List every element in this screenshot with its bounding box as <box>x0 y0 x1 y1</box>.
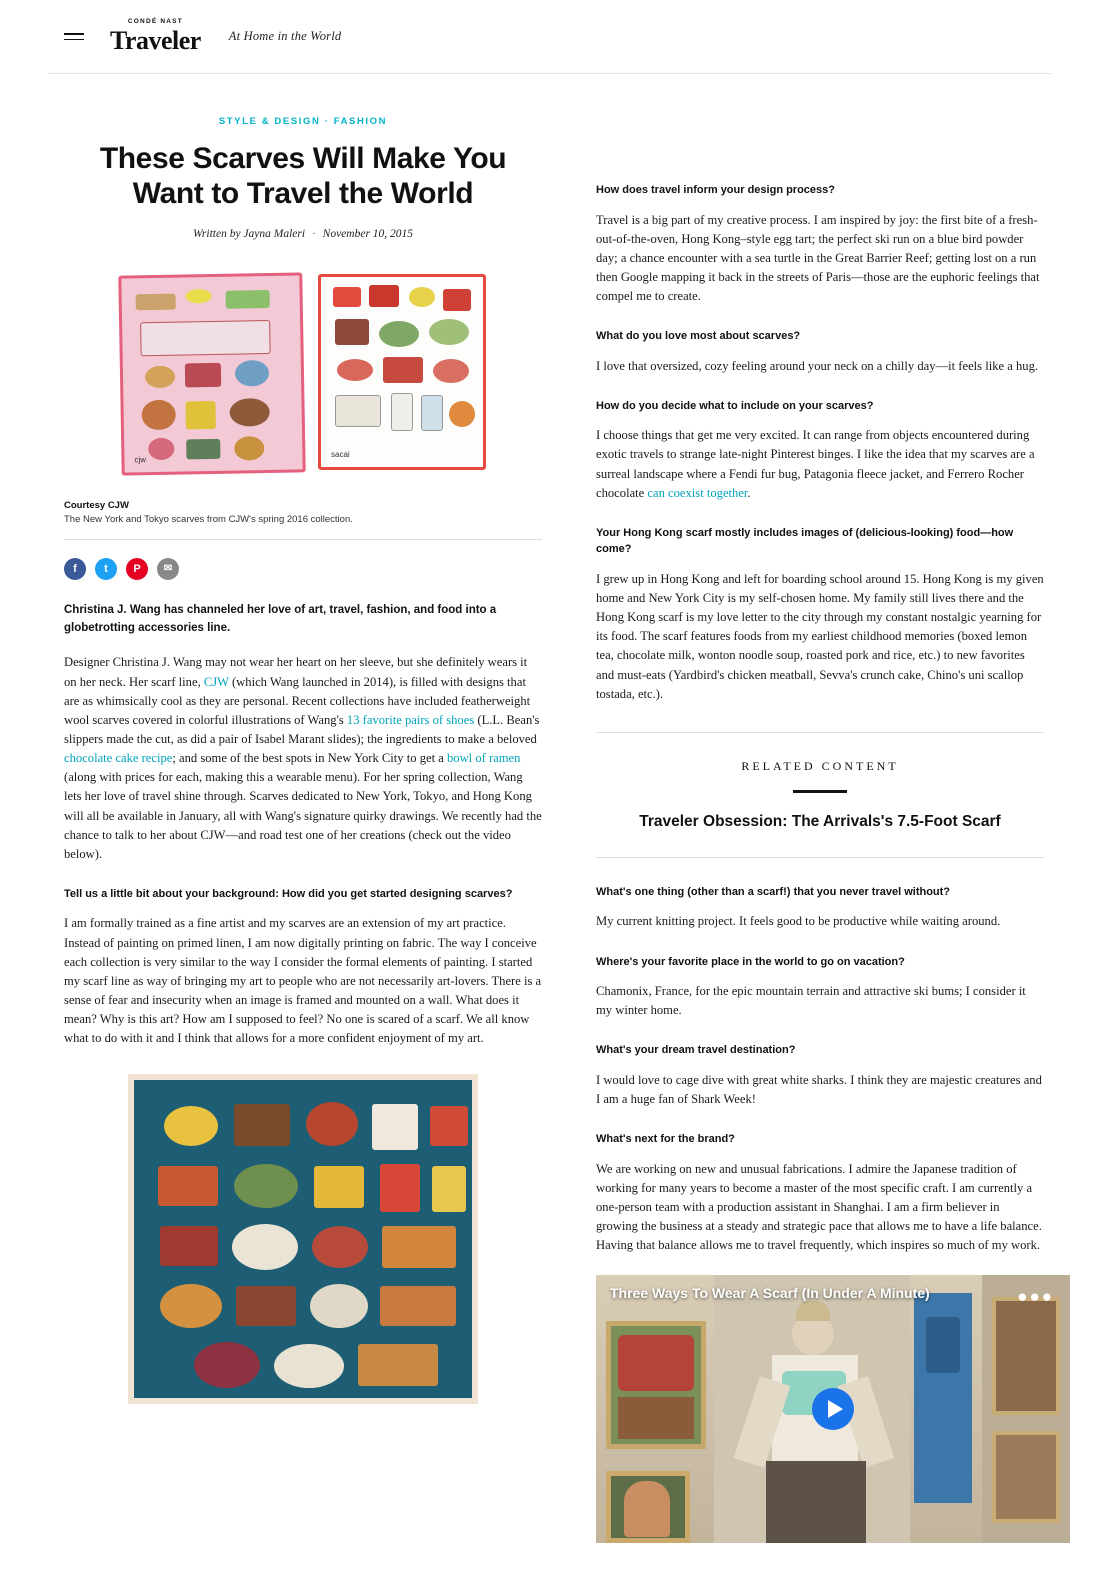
related-content-kicker: RELATED CONTENT <box>741 758 899 773</box>
answer-text-2: . <box>747 485 751 500</box>
play-button-icon[interactable] <box>812 1388 854 1430</box>
answer-travel-design-process: Travel is a big part of my creative process. I am inspired by joy: the first bite of a fresh-out-of-the-oven, Hong Kong–style egg tart; the perfect ski run on a blue bird powder day; a chance encounter with a sea turtle in the Great Barrier Reef; getting lost on a run then Google mapping it back in the streets of Paris—those are the euphoric feelings that compel me to create. <box>596 212 1040 304</box>
scarf-hong-kong-illustration <box>128 1074 478 1404</box>
question-background: Tell us a little bit about your background: How did you get started designing scarves? <box>64 887 513 900</box>
site-header <box>48 0 1052 74</box>
answer-dream-destination: I would love to cage dive with great white sharks. I think they are majestic creatures and I am a huge fan of Shark Week! <box>596 1072 1042 1106</box>
answer-favorite-vacation-place: Chamonix, France, for the epic mountain terrain and attractive ski bums; I consider it my winter home. <box>596 984 1026 1018</box>
question-hong-kong-scarf: Your Hong Kong scarf mostly includes images of (delicious-looking) food—how come? <box>596 526 1014 556</box>
secondary-column <box>552 74 1054 1543</box>
page-body <box>0 74 1100 1583</box>
answer-whats-next: We are working on new and unusual fabrications. I admire the Japanese tradition of working for many years to become a master of the most specific craft. I am currently a one-person team with a production assistant in Shanghai. I am a firm believer in growing the business at a steady and strategic pace that allows me to have a life balance. Having that balance allows me to travel frequently, which inspires so much of my work. <box>596 1161 1042 1253</box>
question-favorite-vacation-place: Where's your favorite place in the world to go on vacation? <box>596 955 905 968</box>
hamburger-icon[interactable] <box>64 29 84 44</box>
article-intro-paragraph <box>64 653 542 864</box>
byline-author: Written by Jayna Maleri <box>192 227 306 240</box>
scarf-ny-label: cjw <box>134 454 147 465</box>
page-title: These Scarves Will Make You Want to Travel the World <box>99 142 507 211</box>
scarf-tokyo-label: sacai <box>331 449 350 459</box>
scarf-new-york-illustration <box>118 272 305 475</box>
byline <box>64 228 542 240</box>
byline-date: November 10, 2015 <box>322 227 414 240</box>
brand-name: Traveler <box>110 25 201 55</box>
question-travel-design-process: How does travel inform your design process? <box>596 184 835 196</box>
article-dek: Christina J. Wang has channeled her love of art, travel, fashion, and food into a globetrotting accessories line. <box>64 603 497 634</box>
main-column <box>56 74 552 1543</box>
video-options-icon[interactable]: ●●● <box>1017 1287 1054 1307</box>
header-tagline: At Home in the World <box>228 29 342 43</box>
share-row <box>64 558 542 580</box>
twitter-share-icon[interactable]: t <box>95 558 117 580</box>
image-caption: The New York and Tokyo scarves from CJW's spring 2016 collection. <box>64 514 542 540</box>
article-rubric[interactable]: STYLE & DESIGN · FASHION <box>218 116 388 127</box>
scarf-tokyo-illustration <box>318 274 486 470</box>
favorite-shoes-link[interactable]: 13 favorite pairs of shoes <box>346 712 475 727</box>
related-divider <box>793 790 847 793</box>
site-logo[interactable] <box>110 19 201 54</box>
answer-never-travel-without: My current knitting project. It feels good to be productive while waiting around. <box>596 914 1001 929</box>
hong-kong-scarf-figure <box>64 1074 542 1404</box>
article-hero-image <box>64 274 542 474</box>
coexist-together-link[interactable]: can coexist together <box>647 485 748 500</box>
image-credit: Courtesy CJW <box>64 499 129 511</box>
answer-what-to-include <box>596 426 1044 503</box>
intro-text-5: (along with prices for each, making this a wearable menu). For her spring collection, Wang lets her love of travel shine through. Scarves dedicated to New York, Tokyo, and Hong Kong will all be available in January, all with Wang's signature quirky drawings. We recently had the chance to talk to her about CJW—and road test one of her creations (check out the video below). <box>64 770 542 861</box>
question-never-travel-without: What's one thing (other than a scarf!) that you never travel without? <box>596 885 951 898</box>
answer-love-about-scarves: I love that oversized, cozy feeling around your neck on a chilly day—it feels like a hug. <box>596 358 1039 373</box>
facebook-share-icon[interactable]: f <box>64 558 86 580</box>
question-love-about-scarves: What do you love most about scarves? <box>596 330 801 343</box>
chocolate-cake-link[interactable]: chocolate cake recipe <box>64 751 173 766</box>
question-dream-destination: What's your dream travel destination? <box>596 1044 796 1057</box>
related-content-link[interactable]: Traveler Obsession: The Arrivals's 7.5-Foot Scarf <box>639 812 1001 830</box>
video-title: Three Ways To Wear A Scarf (In Under A Minute) <box>610 1285 930 1302</box>
byline-separator: · <box>311 227 316 240</box>
question-what-to-include: How do you decide what to include on your scarves? <box>596 399 874 412</box>
brand-kicker: CONDÉ NAST <box>127 18 183 26</box>
answer-hong-kong-scarf: I grew up in Hong Kong and left for boarding school around 15. Hong Kong is my given home and New York City is my self-chosen home. My family still lives there and the Hong Kong scarf is my love letter to the city through my constant nostalgic yearning for its food. The scarf features foods from my earliest childhood memories (boxed lemon tea, chocolate milk, wonton noodle soup, roasted pork and rice, etc.) to new favorites and must-eats (Yardbird's chicken meatball, Sevva's crunch cake, Chino's uni scallop tostada, etc.). <box>596 571 1044 701</box>
intro-text-2: (which Wang launched in 2014), is filled with designs that are as whimsically cool as they are personal. Recent collections have included featherweight wool scarves covered in colorful illustrations of Wang's <box>64 674 531 727</box>
cjw-link[interactable]: CJW <box>203 674 229 689</box>
email-share-icon[interactable]: ✉ <box>157 558 179 580</box>
section-divider <box>596 857 1044 858</box>
pinterest-share-icon[interactable]: P <box>126 558 148 580</box>
intro-text-4: ; and some of the best spots in New York City to get a <box>172 751 447 766</box>
answer-text-1: I choose things that get me very excited. It can range from objects encountered during exotic travels to strange late-night Pinterest binges. I like the idea that my scarves are a surreal landscape where a Fendi fur bug, Patagonia fleece jacket, and Ferrero Rocher chocolate <box>596 428 1035 500</box>
question-whats-next: What's next for the brand? <box>596 1133 735 1146</box>
answer-background: I am formally trained as a fine artist and my scarves are an extension of my art practice. Instead of painting on primed linen, I am now digitally printing on fabric. The way I conceive each collection is very similar to the way I consider the formal elements of painting. I started my scarf line as way of bringing my art to people who are not necessarily art-lovers. There is a sense of fear and insecurity when an image is framed and mounted on a wall. What does it mean? Why is this art? How am I supposed to feel? No one is scared of a scarf. We all know what to do with it and I think that allows for a more confident enjoyment of my art. <box>64 916 542 1046</box>
intro-text-1: Designer Christina J. Wang may not wear her heart on her sleeve, but she definitely wears it on her neck. Her scarf line, <box>64 655 528 689</box>
video-player[interactable] <box>596 1275 1070 1543</box>
ramen-link[interactable]: bowl of ramen <box>446 751 521 766</box>
related-content-block <box>596 732 1044 831</box>
intro-text-3: (L.L. Bean's slippers made the cut, as did a pair of Isabel Marant slides); the ingredients to make a beloved <box>64 712 540 746</box>
